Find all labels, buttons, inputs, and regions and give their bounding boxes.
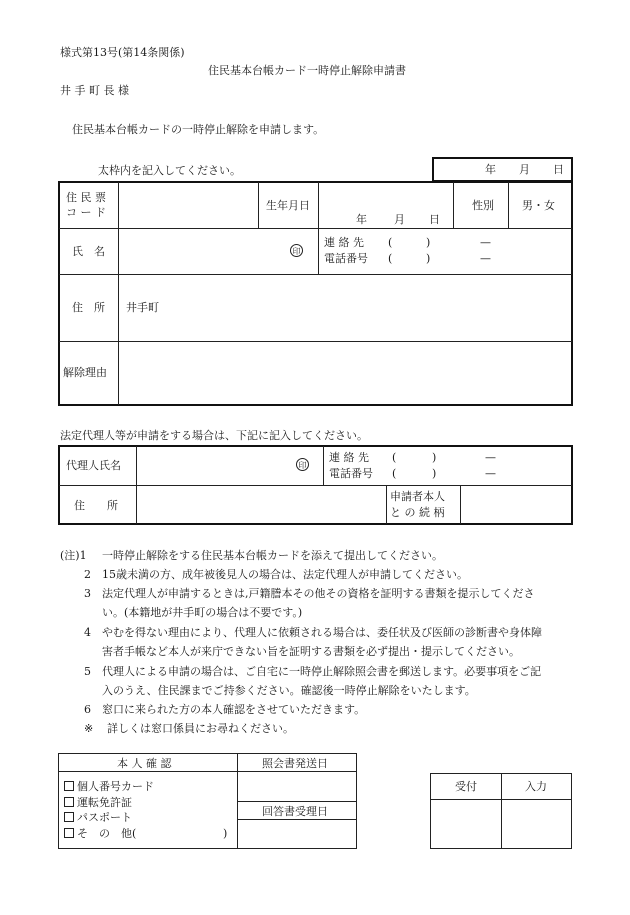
instruction-text: 太枠内を記入してください。 [98, 164, 241, 177]
note-7-mark: ※ [84, 722, 94, 735]
note-4-num: 4 [84, 626, 91, 639]
reason-label: 解除理由 [63, 366, 107, 379]
birth-day-label: 日 [429, 213, 440, 226]
id-option-label: そ の 他( [77, 827, 137, 840]
birth-year-label: 年 [356, 213, 367, 226]
note-1: 一時停止解除をする住民基本台帳カードを添えて提出してください。 [102, 549, 443, 562]
note-4a: やむを得ない理由により、代理人に依頼される場合は、委任状及び医師の診断書や身体障 [102, 626, 542, 639]
phone-paren-close: ) [426, 252, 431, 265]
name-label: 氏 名 [72, 245, 105, 258]
reception-stamp-field[interactable] [432, 801, 500, 847]
resident-code-label: 住 民 票 [66, 191, 106, 204]
form-number: 様式第13号(第14条関係) [60, 46, 185, 59]
id-option-label: 運転免許証 [77, 796, 132, 809]
id-option-label: パスポート [77, 811, 132, 824]
birthdate-label: 生年月日 [266, 199, 310, 212]
contact-dash: — [480, 236, 491, 249]
note-5b: 入のうえ、住民課までご持参ください。確認後一時停止解除をいたします。 [102, 684, 476, 697]
address-value[interactable]: 井手町 [126, 301, 159, 314]
address-label: 住 所 [72, 301, 105, 314]
agent-phone-label: 電話番号 [329, 467, 373, 480]
input-stamp-field[interactable] [503, 801, 571, 847]
agent-address-label: 住 所 [74, 499, 118, 512]
contact-paren-open: ( [388, 236, 393, 249]
seal-mark-icon: 印 [290, 244, 303, 257]
checkbox-icon [64, 781, 74, 791]
agent-seal-mark-icon: 印 [296, 458, 309, 471]
agent-contact-label: 連 絡 先 [329, 451, 369, 464]
id-option-label: 個人番号カード [77, 780, 154, 793]
date-month-label: 月 [519, 163, 530, 176]
id-option-license[interactable] [64, 797, 132, 808]
note-6-num: 6 [84, 703, 91, 716]
checkbox-icon [64, 812, 74, 822]
relation-label-2: と の 続 柄 [390, 506, 445, 519]
gender-options[interactable]: 男・女 [522, 199, 555, 212]
agent-name-field[interactable] [138, 447, 294, 483]
reception-label: 受付 [455, 780, 477, 793]
inquiry-sent-label: 照会書発送日 [262, 757, 328, 770]
addressee: 井 手 町 長 様 [60, 84, 129, 97]
resident-code-label-2: コ ー ド [66, 206, 106, 219]
agent-instruction: 法定代理人等が申請をする場合は、下記に記入してください。 [60, 429, 368, 442]
resident-code-field[interactable] [120, 184, 256, 226]
note-2-num: 2 [84, 568, 91, 581]
note-5-num: 5 [84, 665, 91, 678]
gender-label: 性別 [472, 199, 494, 212]
date-box[interactable] [432, 157, 573, 182]
agent-phone-dash: — [485, 467, 496, 480]
identity-check-label: 本 人 確 認 [117, 757, 172, 770]
agent-phone-paren-open: ( [392, 467, 397, 480]
note-3-num: 3 [84, 587, 91, 600]
birth-month-label: 月 [394, 213, 405, 226]
agent-phone-field[interactable] [386, 447, 570, 483]
agent-contact-paren-close: ) [432, 451, 437, 464]
note-2: 15歳未満の方、成年被後見人の場合は、法定代理人が申請してください。 [102, 568, 468, 581]
note-3b: い。(本籍地が井手町の場合は不要です。) [102, 606, 303, 619]
reason-field[interactable] [120, 343, 570, 404]
phone-label: 電話番号 [324, 252, 368, 265]
id-option-passport[interactable] [64, 812, 132, 823]
id-option-other[interactable] [64, 828, 136, 839]
note-4b: 害者手帳など本人が来庁できない旨を証明する書類を必ず提出・提示してください。 [102, 645, 520, 658]
intro-text: 住民基本台帳カードの一時停止解除を申請します。 [72, 123, 325, 136]
input-label: 入力 [525, 780, 547, 793]
relation-field[interactable] [462, 487, 570, 523]
checkbox-icon [64, 797, 74, 807]
date-year-label: 年 [485, 163, 496, 176]
agent-name-label: 代理人氏名 [66, 459, 121, 472]
inquiry-sent-field[interactable] [239, 773, 355, 800]
checkbox-icon [64, 828, 74, 838]
name-field[interactable] [120, 230, 288, 272]
agent-address-field[interactable] [138, 487, 384, 523]
date-day-label: 日 [553, 163, 564, 176]
agent-contact-paren-open: ( [392, 451, 397, 464]
reply-received-field[interactable] [239, 821, 355, 847]
agent-phone-paren-close: ) [432, 467, 437, 480]
phone-field[interactable] [380, 232, 570, 270]
note-3a: 法定代理人が申請するときは,戸籍謄本その他その資格を証明する書類を提示してくださ [102, 587, 535, 600]
relation-label: 申請者本人 [390, 490, 445, 503]
id-option-other-close: ) [223, 827, 228, 840]
reply-received-label: 回答書受理日 [262, 805, 328, 818]
note-6: 窓口に来られた方の本人確認をさせていただきます。 [102, 703, 366, 716]
note-5a: 代理人による申請の場合は、ご自宅に一時停止解除照会書を郵送します。必要事項をご記 [102, 665, 542, 678]
phone-dash: — [480, 252, 491, 265]
page-title: 住民基本台帳カード一時停止解除申請書 [208, 64, 406, 77]
note-prefix: (注)1 [60, 549, 87, 562]
phone-paren-open: ( [388, 252, 393, 265]
contact-label: 連 絡 先 [324, 236, 364, 249]
agent-contact-dash: — [485, 451, 496, 464]
id-option-mynumber[interactable] [64, 781, 154, 792]
note-7: 詳しくは窓口係員にお尋ねください。 [107, 722, 294, 735]
contact-paren-close: ) [426, 236, 431, 249]
